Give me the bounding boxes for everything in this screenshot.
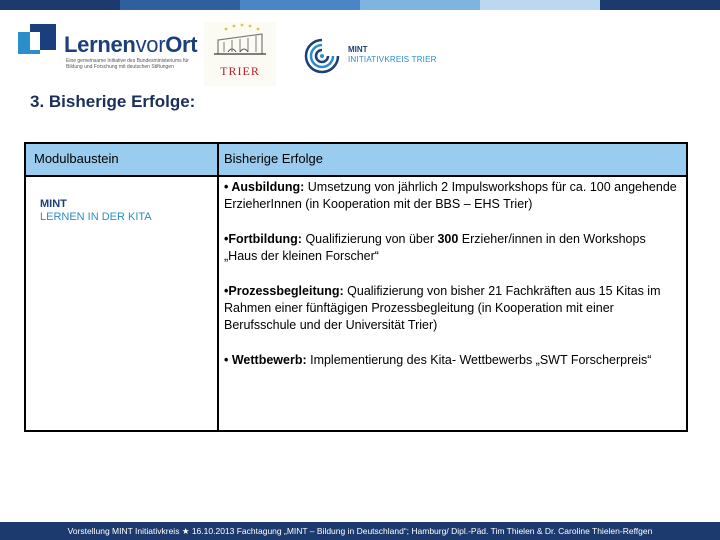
list-item-fortbildung: [224, 231, 679, 265]
footer-left-text: Vorstellung MINT Initiativkreis: [67, 526, 180, 536]
column-divider: [217, 144, 219, 430]
column-header-module: Modulbaustein: [34, 151, 119, 166]
item-label: •Prozessbegleitung:: [224, 284, 344, 298]
wordmark-part: Lernen: [64, 32, 136, 57]
table-header-row: [26, 144, 686, 177]
strip-segment: [480, 0, 600, 10]
lernen-vor-ort-logo-icon: [18, 24, 56, 62]
strip-segment: [0, 0, 120, 10]
strip-segment: [240, 0, 360, 10]
wordmark-part: Ort: [165, 32, 198, 57]
logo-bar: [0, 14, 720, 84]
column-header-achievements: Bisherige Erfolge: [224, 151, 323, 166]
item-text: Qualifizierung von bisher 21 Fachkräften aus 15 Kitas im Rahmen einer fünftägigen Prozessbegleitung (in Kooperation mit einer Berufsschule und der Universität Trier): [224, 284, 661, 332]
star-icon: ★: [181, 526, 190, 536]
item-label: • Wettbewerb:: [224, 353, 307, 367]
strip-segment: [600, 0, 720, 10]
lernen-vor-ort-subtitle: Eine gemeinsame Initiative des Bundesministeriums für Bildung und Forschung mit deutschen Stiftungen: [66, 58, 189, 70]
mint-kita-logo-line2: LERNEN IN DER KITA: [40, 211, 152, 223]
item-highlight-number: 300: [437, 232, 459, 246]
list-item-prozessbegleitung: [224, 283, 679, 334]
list-item-ausbildung: [224, 179, 679, 213]
mint-logo-line2: INITIATIVKREIS TRIER: [348, 55, 437, 64]
footer-bar: [0, 522, 720, 540]
trier-logo-label: TRIER: [220, 64, 260, 78]
strip-segment: [120, 0, 240, 10]
top-color-strip: [0, 0, 720, 10]
item-label: •Fortbildung:: [224, 232, 302, 246]
item-label: • Ausbildung:: [224, 180, 305, 194]
mint-kita-logo-line1: MINT: [40, 198, 67, 210]
achievements-table: [24, 142, 688, 432]
strip-segment: [360, 0, 480, 10]
footer-right-text: 16.10.2013 Fachtagung „MINT – Bildung in Deutschland“; Hamburg/ Dipl.-Päd. Tim Thielen & Dr. Caroline Thielen-Reffgen: [191, 526, 653, 536]
item-text: Umsetzung von jährlich 2 Impulsworkshops für ca. 100 angehende ErzieherInnen (in Kooperation mit der BBS – EHS Trier): [224, 180, 677, 211]
item-text: Erzieher/innen in den Workshops „Haus der kleinen Forscher“: [224, 232, 646, 263]
mint-initiative-logo-icon: [300, 34, 344, 78]
item-text: Qualifizierung von über: [301, 232, 438, 246]
wordmark-part: vor: [135, 32, 166, 57]
list-item-wettbewerb: [224, 352, 679, 369]
mint-logo-line1: MINT: [348, 45, 368, 54]
lernen-vor-ort-wordmark: [64, 32, 197, 58]
section-heading: 3. Bisherige Erfolge:: [30, 92, 196, 111]
item-text: Implementierung des Kita- Wettbewerbs „SWT Forscherpreis“: [306, 353, 652, 367]
achievements-list: [224, 179, 679, 387]
